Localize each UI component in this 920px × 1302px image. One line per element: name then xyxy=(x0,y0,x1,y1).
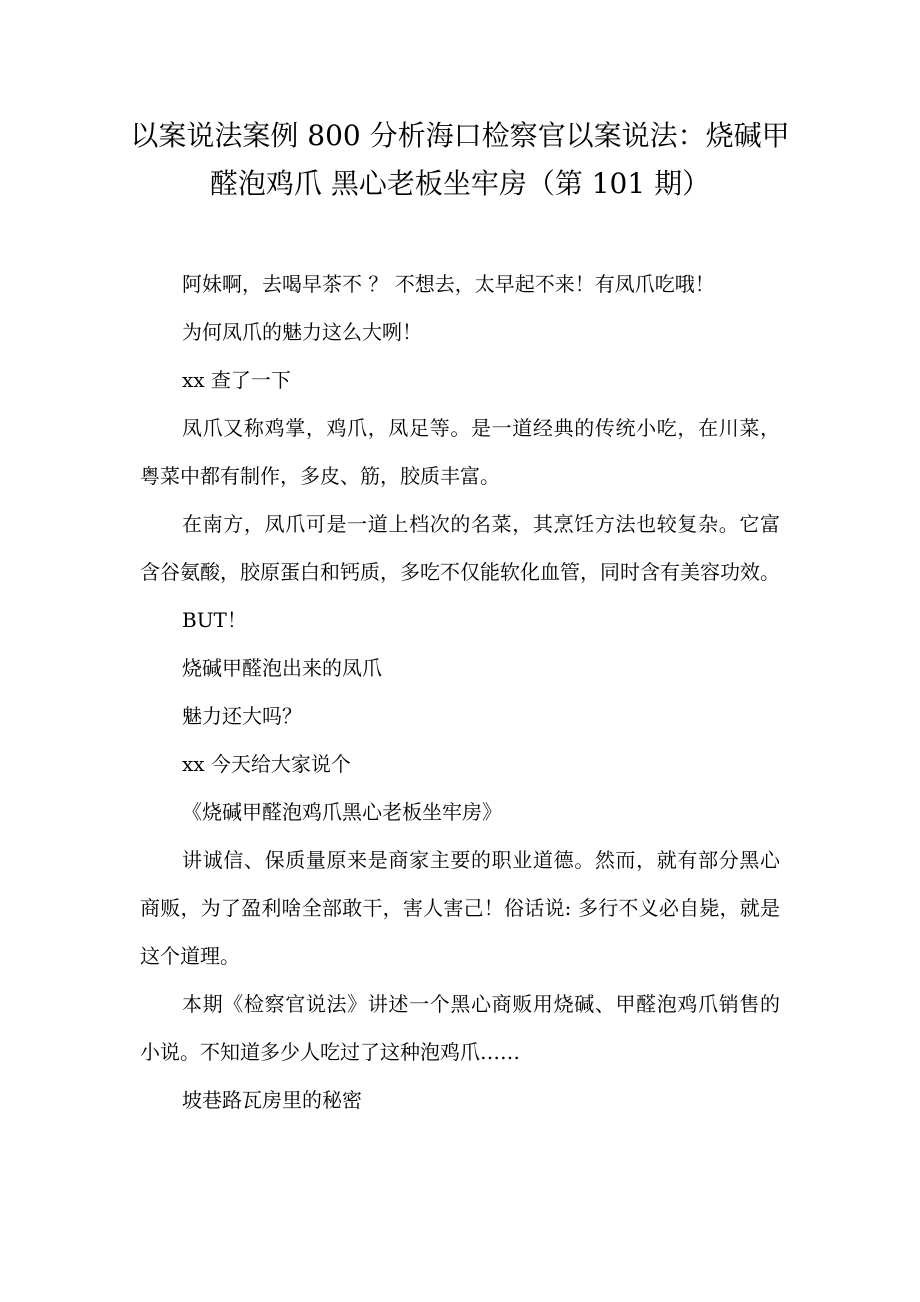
paragraph: 魅力还大吗？ xyxy=(182,704,302,728)
paragraph: 阿妹啊，去喝早茶不 ？ 不想去，太早起不来！有凤爪吃哦！ xyxy=(182,272,715,296)
paragraph: 《烧碱甲醛泡鸡爪黑心老板坐牢房》 xyxy=(182,800,502,824)
document-title xyxy=(120,112,800,208)
paragraph: 凤爪又称鸡掌，鸡爪，凤足等。是一道经典的传统小吃，在川菜，粤菜中都有制作，多皮、筋，胶质丰富。 xyxy=(140,416,780,488)
paragraph: 在南方，凤爪可是一道上档次的名菜，其烹饪方法也较复杂。它富含谷氨酸，胶原蛋白和钙质，多吃不仅能软化血管，同时含有美容功效。 xyxy=(140,512,780,584)
title-line-1: 以案说法案例 800 分析海口检察官以案说法：烧碱甲 xyxy=(130,119,790,152)
paragraph: 坡巷路瓦房里的秘密 xyxy=(182,1088,362,1112)
title-line-2: 醛泡鸡爪 黑心老板坐牢房（第 101 期） xyxy=(209,167,711,200)
paragraph: 烧碱甲醛泡出来的凤爪 xyxy=(182,656,382,680)
paragraph: BUT！ xyxy=(182,608,247,632)
paragraph: 本期《检察官说法》讲述一个黑心商贩用烧碱、甲醛泡鸡爪销售的小说。不知道多少人吃过了这种泡鸡爪…… xyxy=(140,992,780,1064)
paragraph: xx 查了一下 xyxy=(182,368,291,392)
paragraph: xx 今天给大家说个 xyxy=(182,752,351,776)
paragraph: 为何凤爪的魅力这么大咧！ xyxy=(182,320,422,344)
document-body xyxy=(140,260,780,1124)
paragraph: 讲诚信、保质量原来是商家主要的职业道德。然而，就有部分黑心商贩，为了盈利啥全部敢干，害人害己！俗话说: 多行不义必自毙，就是这个道理。 xyxy=(140,848,780,968)
